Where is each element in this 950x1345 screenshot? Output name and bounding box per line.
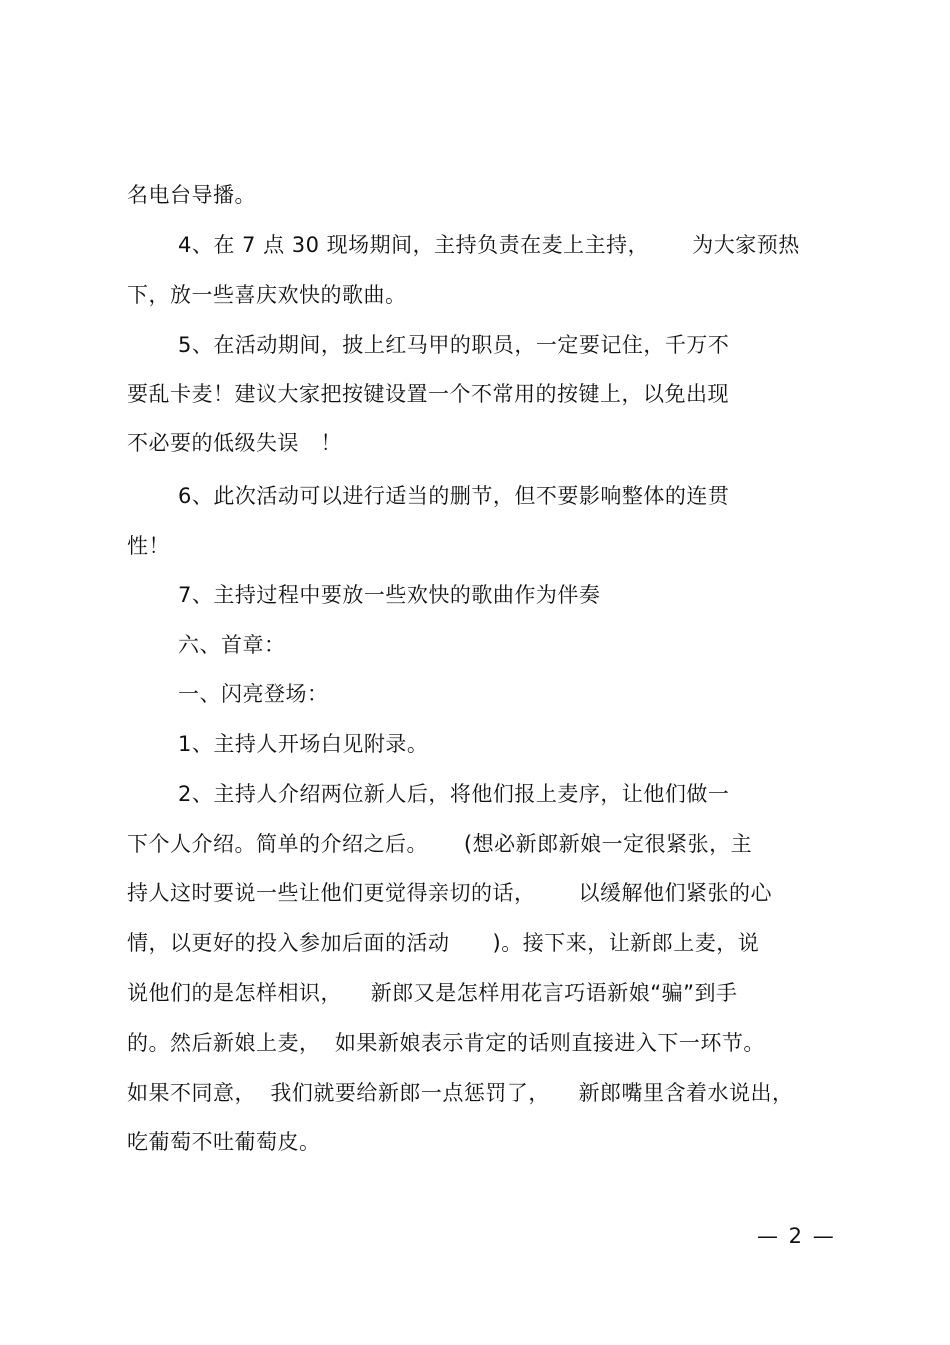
text-line: 下，放一些喜庆欢快的歌曲。: [127, 283, 407, 307]
section-heading: 六、首章：: [178, 633, 286, 657]
text-line: 名电台导播。: [127, 183, 256, 207]
text-line: 要乱卡麦！建议大家把按键设置一个不常用的按键上，以免出现: [127, 382, 729, 406]
text-line: 2、主持人介绍两位新人后，将他们报上麦序，让他们做一: [178, 782, 730, 806]
text-line: 吃葡萄不吐葡萄皮。: [127, 1130, 321, 1154]
text-line: 5、在活动期间，披上红马甲的职员，一定要记住，千万不: [178, 333, 730, 357]
text-line: 性！: [127, 534, 170, 558]
text-line: 情，以更好的投入参加后面的活动 )。接下来，让新郎上麦，说: [127, 931, 760, 955]
subsection-heading: 一、闪亮登场：: [178, 682, 329, 706]
text-line: 说他们的是怎样相识， 新郎又是怎样用花言巧语新娘“骗”到手: [127, 981, 738, 1005]
text-line: 不必要的低级失误 ！: [127, 431, 343, 455]
page-number: — 2 —: [757, 1224, 836, 1248]
text-line: 1、主持人开场白见附录。: [178, 732, 429, 756]
text-line: 4、在 7 点 30 现场期间，主持负责在麦上主持， 为大家预热: [178, 233, 800, 257]
text-line: 7、主持过程中要放一些欢快的歌曲作为伴奏: [178, 583, 601, 607]
text-line: 持人这时要说一些让他们更觉得亲切的话， 以缓解他们紧张的心: [127, 881, 773, 905]
text-line: 6、此次活动可以进行适当的删节，但不要影响整体的连贯: [178, 484, 730, 508]
text-line: 下个人介绍。简单的介绍之后。 (想必新郎新娘一定很紧张，主: [127, 832, 753, 856]
text-line: 的。然后新娘上麦， 如果新娘表示肯定的话则直接进入下一环节。: [127, 1031, 765, 1055]
text-line: 如果不同意， 我们就要给新郎一点惩罚了， 新郎嘴里含着水说出，: [127, 1081, 794, 1105]
